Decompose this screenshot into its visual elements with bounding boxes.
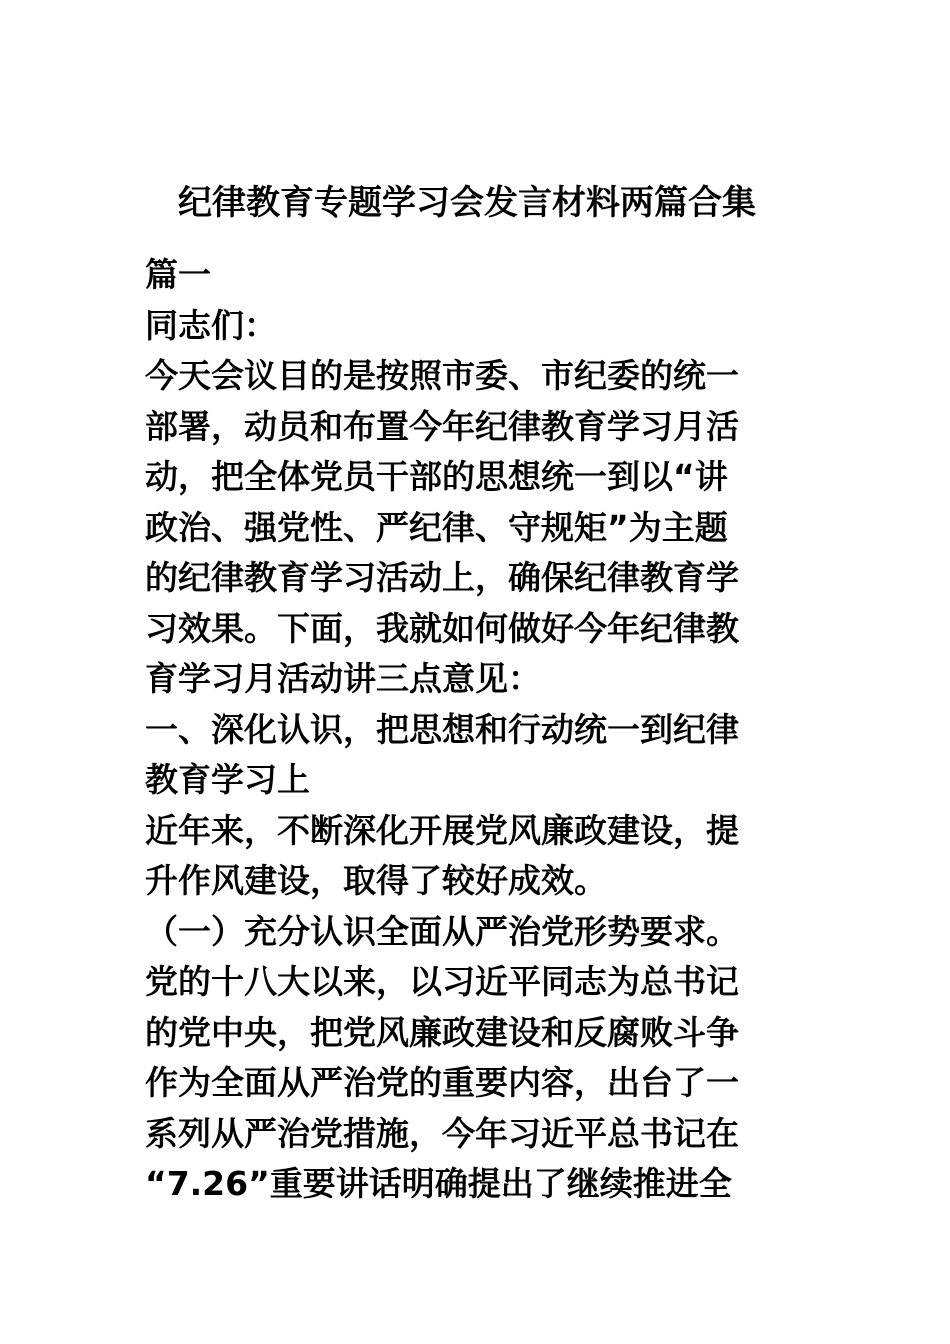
body-text-line: 党的十八大以来，以习近平同志为总书记 (145, 962, 739, 1001)
body-text-line: 的纪律教育学习活动上，确保纪律教育学 (145, 558, 739, 597)
section-heading-1-continued: 教育学习上 (145, 760, 310, 799)
body-text-line: 的党中央，把党风廉政建设和反腐败斗争 (145, 1012, 739, 1052)
body-text-line: “7.26”重要讲话明确提出了继续推进全 (145, 1164, 732, 1203)
body-text-line: 升作风建设，取得了较好成效。 (145, 861, 607, 900)
document-body (145, 250, 785, 1210)
body-text-line: 今天会议目的是按照市委、市纪委的统一 (145, 356, 739, 395)
body-text-line: 动，把全体党员干部的思想统一到以“讲 (145, 457, 728, 496)
subsection-heading-1: （一）充分认识全面从严治党形势要求。 (145, 911, 739, 951)
body-text-line: 育学习月活动讲三点意见： (145, 659, 541, 698)
body-text-line: 系列从严治党措施，今年习近平总书记在 (145, 1113, 739, 1153)
body-text-line: 近年来，不断深化开展党风廉政建设，提 (145, 810, 739, 850)
document-title: 纪律教育专题学习会发言材料两篇合集 (178, 183, 756, 223)
body-text-line: 部署，动员和布置今年纪律教育学习月活 (145, 406, 739, 446)
salutation: 同志们： (145, 305, 277, 345)
body-text-line: 作为全面从严治党的重要内容，出台了一 (145, 1063, 739, 1102)
body-text-line: 习效果。下面，我就如何做好今年纪律教 (145, 608, 739, 648)
body-text-line: 政治、强党性、严纪律、守规矩”为主题 (145, 507, 728, 547)
section-heading-1: 一、深化认识，把思想和行动统一到纪律 (145, 709, 739, 749)
section-heading-part-one: 篇一 (145, 255, 211, 294)
